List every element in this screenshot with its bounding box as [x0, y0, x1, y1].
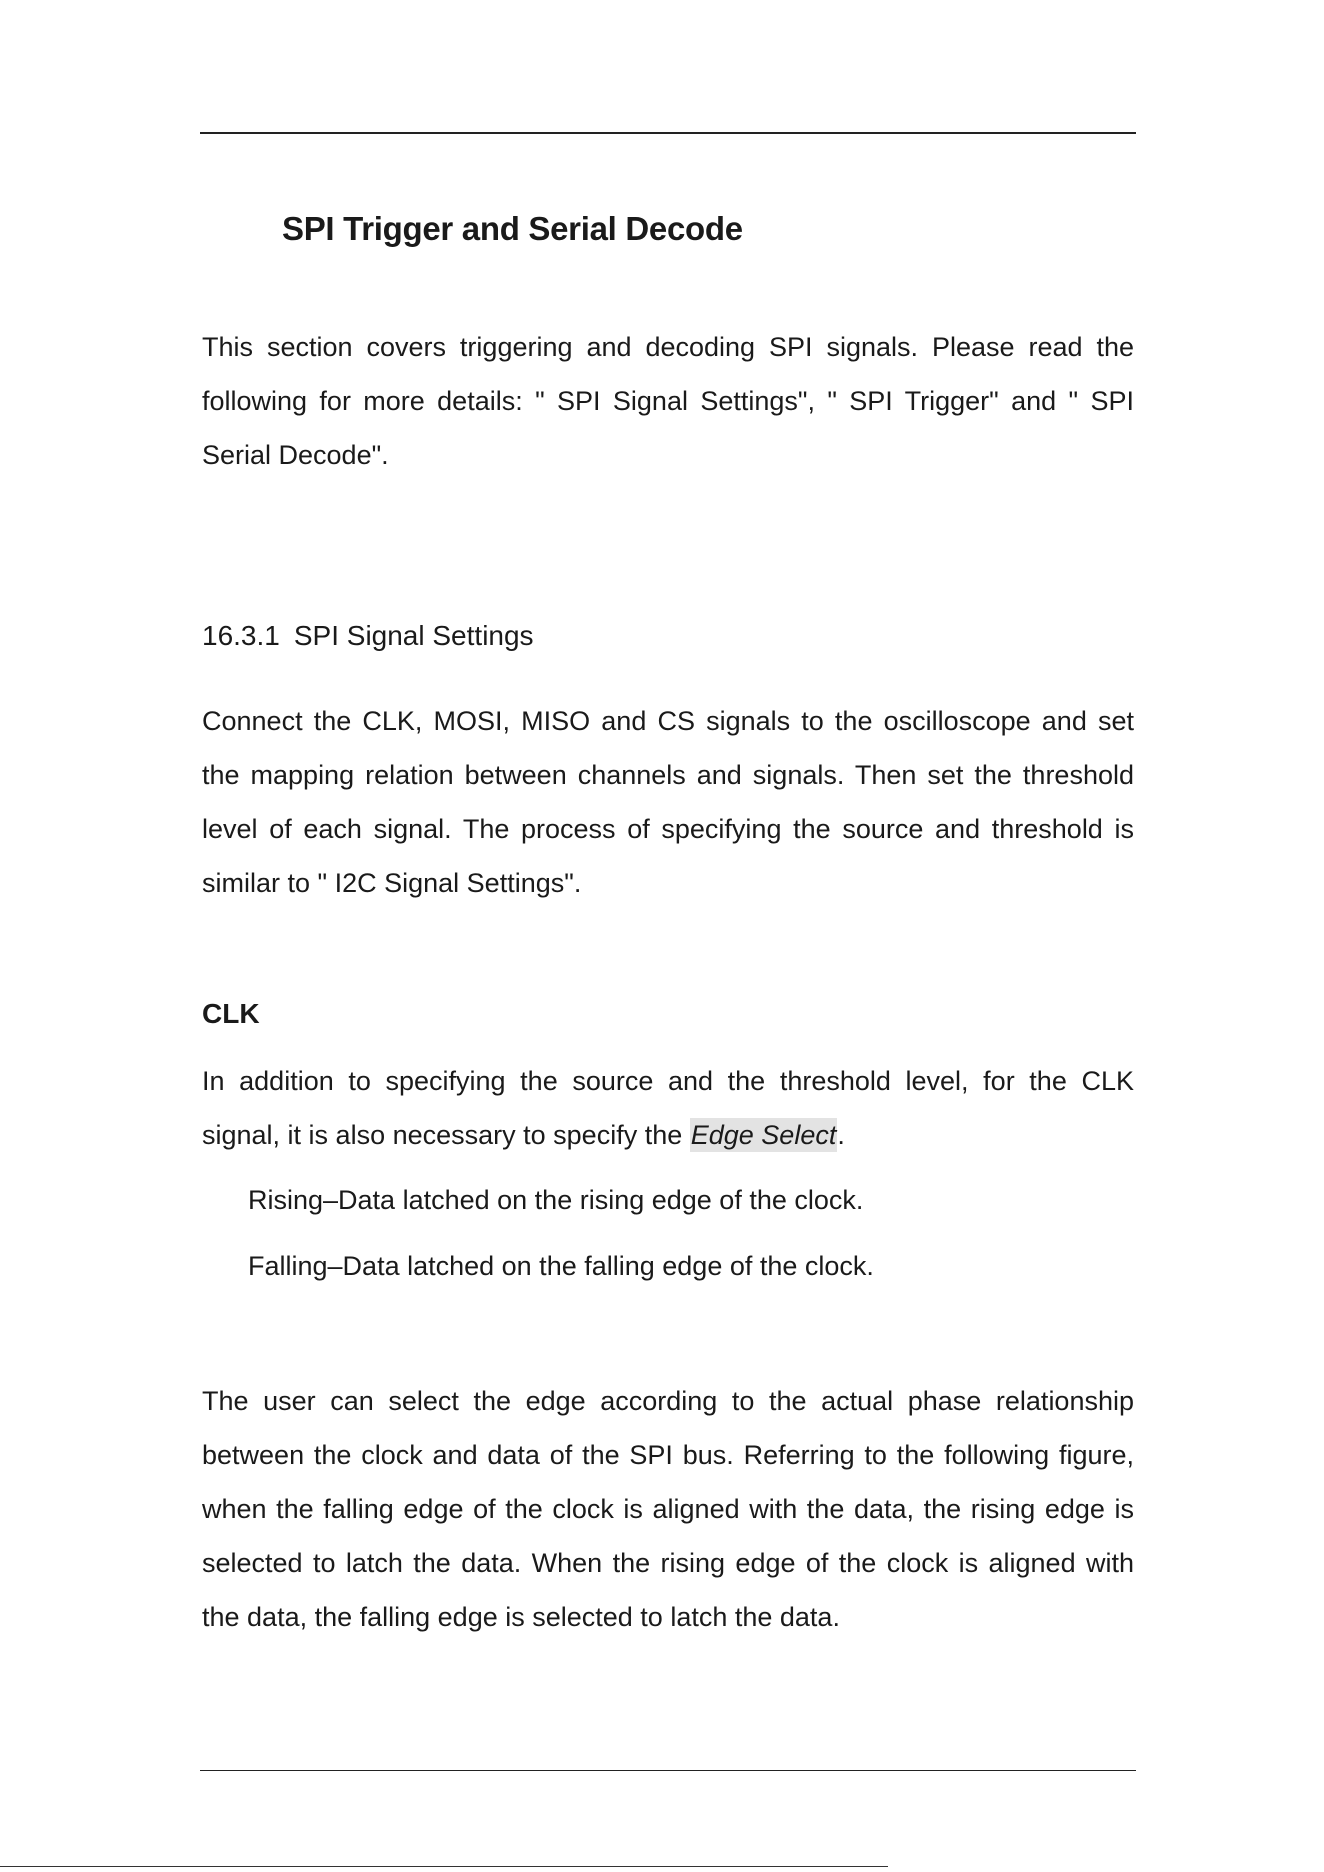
- intro-paragraph: This section covers triggering and decoding SPI signals. Please read the following for more details: " SPI Signal Settings", " SPI Trigger" and " SPI Serial Decode".: [202, 332, 1134, 470]
- explanation-paragraph: The user can select the edge according to the actual phase relationship between the clock and data of the SPI bus. Referring to the following figure, when the falling edge of the clock is aligned with the data, the rising edge is selected to latch the data. When the rising edge of the clock is aligned with the data, the falling edge is selected to latch the data.: [202, 1386, 1134, 1632]
- section-title: SPI Signal Settings: [293, 620, 534, 651]
- footer-rule: [200, 1770, 1136, 1771]
- page-title: SPI Trigger and Serial Decode: [282, 210, 743, 247]
- clk-paragraph-text: In addition to specifying the source and the threshold level, for the CLK signal, it is also necessary to specify the: [202, 1066, 1134, 1150]
- clk-paragraph-end: .: [837, 1120, 845, 1150]
- section-paragraph: Connect the CLK, MOSI, MISO and CS signals to the oscilloscope and set the mapping relation between channels and signals. Then set the threshold level of each signal. The process of specifying the source and threshold is similar to " I2C Signal Settings".: [202, 706, 1134, 898]
- section-heading: [202, 620, 534, 652]
- edge-select-term: Edge Select: [690, 1120, 837, 1150]
- section-number: 16.3.1: [202, 620, 280, 651]
- clk-heading: CLK: [202, 998, 260, 1029]
- header-rule: [200, 132, 1136, 134]
- option-rising: Rising–Data latched on the rising edge of the clock.: [248, 1185, 864, 1215]
- option-falling: Falling–Data latched on the falling edge of the clock.: [248, 1251, 874, 1281]
- clk-paragraph: [202, 1054, 1134, 1162]
- page-edge-rule: [0, 1866, 888, 1867]
